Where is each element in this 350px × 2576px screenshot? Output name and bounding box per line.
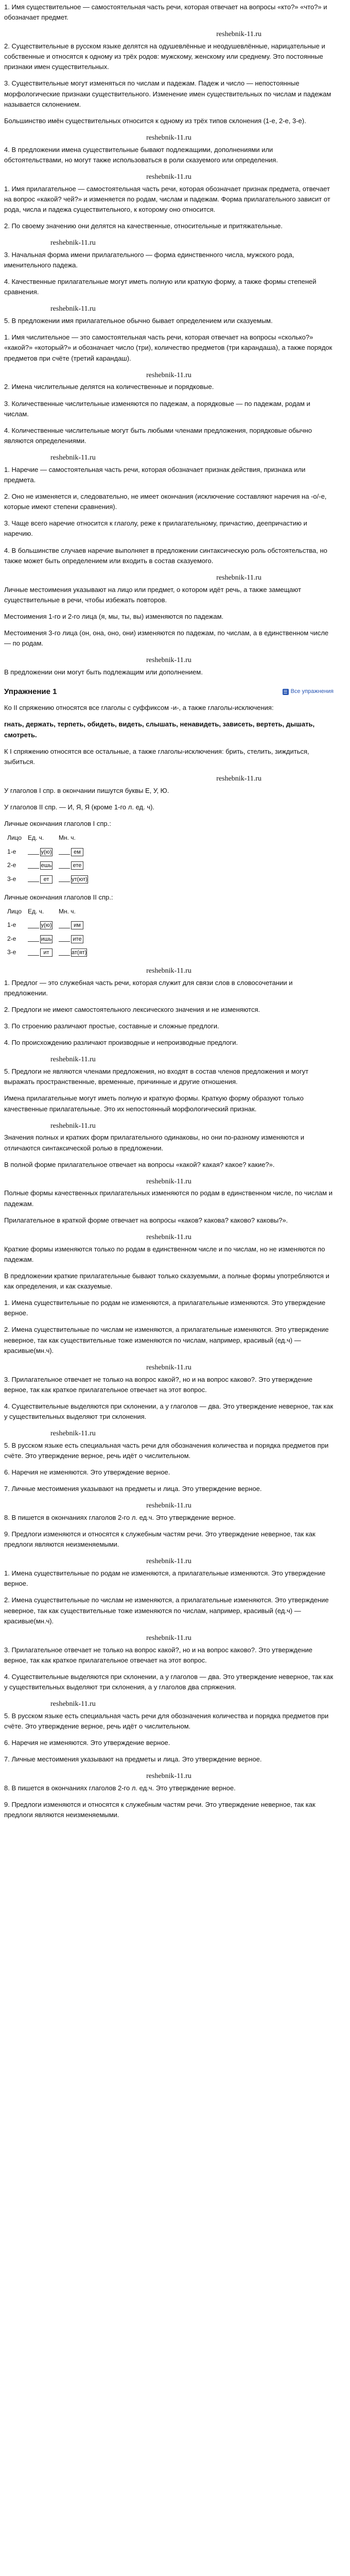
item: 4. Количественные числительные могут быть любыми членами предложения, порядковые обычно являются определениями.: [4, 426, 312, 445]
statement: 4. Существительные выделяются при склонении, а у глаголов — два. Это утверждение неверное, так как у существительных выделяют три склонения, а у глаголов два спряжения.: [4, 1672, 334, 1691]
item: 4. Качественные прилагательные могут иметь полную или краткую форму, а также формы степеней сравнения.: [4, 278, 317, 296]
person: 3-е: [7, 948, 16, 956]
watermark: reshebnik-11.ru: [146, 1363, 191, 1371]
ending: ут(ют): [72, 876, 87, 883]
verbs-exceptions: гнать, держать, терпеть, обидеть, видеть, слышать, ненавидеть, зависеть, вертеть, дышать, смотреть.: [4, 720, 315, 739]
item: 3. Чаще всего наречие относится к глаголу, реже к прилагательному, причастию, деепричастию и наречию.: [4, 519, 307, 538]
ending: ит: [40, 948, 52, 957]
item: 5. В предложении имя прилагательное обычно бывает определением или сказуемым.: [4, 317, 273, 325]
plur-cell: [56, 945, 90, 959]
stem: [59, 876, 70, 882]
ending: ат(ят): [72, 950, 87, 956]
stem: [28, 923, 39, 928]
stem: [28, 849, 39, 855]
stem: [59, 936, 70, 942]
watermark: reshebnik-11.ru: [146, 1557, 191, 1566]
ending: у(ю): [41, 922, 52, 929]
all-exercises-link[interactable]: [283, 687, 334, 696]
second-conjugation: [4, 892, 334, 960]
person: 1-е: [7, 848, 16, 855]
item: 3. По строению различают простые, составные и сложные предлоги.: [4, 1022, 219, 1030]
item: 2. Предлоги не имеют самостоятельного лексического значения и не изменяются.: [4, 1006, 260, 1014]
statement: 9. Предлоги изменяются и относятся к служебным частям речи. Это утверждение неверное, так как предлоги являются неизменяемыми.: [4, 1801, 316, 1819]
watermark: reshebnik-11.ru: [50, 1430, 96, 1438]
watermark: reshebnik-11.ru: [50, 305, 96, 313]
stem: [59, 950, 70, 956]
person: 2-е: [7, 861, 16, 869]
item: 1. Имя прилагательное — самостоятельная часть речи, которая обозначает признак предмета, отвечает на вопрос «какой? чей?» и изменяется по родам, числам и падежам. Форма прилагательного зависит от рода, числа и падежа существительного, к которому оно относится.: [4, 184, 330, 213]
watermark: reshebnik-11.ru: [216, 30, 261, 39]
verbs-rule-2: У глаголов I спр. в окончании пишутся буквы Е, У, Ю.: [4, 786, 169, 794]
ending: ишь: [41, 936, 52, 942]
statement: 3. Прилагательное отвечает не только на вопрос какой?, но и на вопрос каково?. Это утверждение верное, так как краткое прилагательное отвечает на этот вопрос.: [4, 1375, 313, 1394]
watermark: reshebnik-11.ru: [146, 656, 191, 665]
col-person: Лицо: [7, 907, 22, 915]
ending: ете: [71, 861, 83, 870]
col-person: Лицо: [7, 834, 22, 842]
statement: 5. В русском языке есть специальная часть речи для обозначения количества и порядка предметов при счёте. Это утверждение верное, речь идёт о числительном.: [4, 1711, 329, 1730]
person: 2-е: [7, 935, 16, 942]
item: Полные формы качественных прилагательных изменяются по родам в единственном числе, по числам и падежам.: [4, 1189, 332, 1208]
watermark: reshebnik-11.ru: [146, 1502, 191, 1510]
item: Прилагательное в краткой форме отвечает на вопросы «каков? какова? каково? каковы?».: [4, 1216, 288, 1224]
first-conjugation: [4, 819, 334, 886]
item: 2. По своему значению они делятся на качественные, относительные и притяжательные.: [4, 222, 283, 230]
item: 3. Начальная форма имени прилагательного — форма единственного числа, мужского рода, именительного падежа.: [4, 250, 294, 269]
watermark: reshebnik-11.ru: [146, 371, 191, 379]
watermark: reshebnik-11.ru: [146, 133, 191, 142]
item: 3. Существительные могут изменяться по числам и падежам. Падеж и число — непостоянные морфологические признаки существительного. Изменение имен существительных по числам и падежам называется склонением.: [4, 79, 331, 108]
item: 2. Имена числительные делятся на количественные и порядковые.: [4, 383, 214, 391]
watermark: reshebnik-11.ru: [216, 775, 261, 783]
second-conjugation-table: [4, 905, 90, 959]
first-conjugation-table: [4, 831, 91, 886]
item: 2. Существительные в русском языке делятся на одушевлённые и неодушевлённые, нарицательные и собственные и относятся к одному из трёх родов: мужскому, женскому или среднему. Это постоянные признаки имен существительных.: [4, 42, 325, 71]
sing-cell: [25, 918, 56, 932]
statement: 1. Имена существительные по родам не изменяются, а прилагательные изменяются. Это утверждение верное.: [4, 1299, 326, 1317]
statement: 5. В русском языке есть специальная часть речи для обозначения количества и порядка предметов при счёте. Это утверждение верное, речь идёт о числительном.: [4, 1441, 329, 1460]
stem: [28, 863, 39, 869]
second-conjugation-title: Личные окончания глаголов II спр.:: [4, 893, 113, 901]
statement: 7. Личные местоимения указывают на предметы и лица. Это утверждение верное.: [4, 1485, 262, 1493]
watermark: reshebnik-11.ru: [146, 173, 191, 181]
statement: 6. Наречия не изменяются. Это утверждение верное.: [4, 1468, 170, 1477]
item: 1. Предлог — это служебная часть речи, которая служит для связи слов в словосочетании и предложении.: [4, 978, 293, 997]
item: Краткие формы изменяются только по родам в единственном числе и по числам, но не изменяются по падежам.: [4, 1245, 325, 1263]
watermark: reshebnik-11.ru: [146, 1772, 191, 1781]
exercise-header: [4, 684, 334, 698]
person: 3-е: [7, 875, 16, 883]
statement: 8. В пишется в окончаниях глаголов 2-го л. ед.ч. Это утверждение верное.: [4, 1514, 236, 1522]
ending: ет: [40, 875, 52, 884]
statement: 7. Личные местоимения указывают на предметы и лица. Это утверждение верное.: [4, 1755, 262, 1764]
statement: 1. Имена существительные по родам не изменяются, а прилагательные изменяются. Это утверждение верное.: [4, 1569, 326, 1588]
first-conjugation-title: Личные окончания глаголов I спр.:: [4, 820, 111, 828]
item: 2. Оно не изменяется и, следовательно, не имеет окончания (исключение составляют наречия на -о/-е, которые имеют степени сравнения).: [4, 493, 327, 511]
watermark: reshebnik-11.ru: [146, 1177, 191, 1185]
item: 1. Имя числительное — это самостоятельная часть речи, которая отвечает на вопросы «сколько?» «какой?» «который?» и обозначает число (три), количество предметов (три карандаша), а также порядок предметов при счёте (третий карандаш).: [4, 333, 332, 362]
item: В предложении краткие прилагательные бывают только сказуемыми, а полные формы употребляются и как определения, и как сказуемые.: [4, 1272, 329, 1291]
ending: ите: [71, 935, 83, 943]
plur-cell: [56, 872, 91, 886]
watermark: reshebnik-11.ru: [50, 454, 96, 462]
stem: [59, 923, 70, 928]
item: Большинство имён существительных относится к одному из трёх типов склонения (1-е, 2-е, 3-е).: [4, 116, 306, 125]
stem: [28, 876, 39, 882]
watermark: reshebnik-11.ru: [146, 1233, 191, 1241]
plur-cell: [56, 858, 91, 872]
statement: 4. Существительные выделяются при склонении, а у глаголов — два. Это утверждение неверное, так как у существительных выделяют три склонения.: [4, 1402, 334, 1420]
watermark: reshebnik-11.ru: [146, 1634, 191, 1642]
sing-cell: [25, 932, 56, 946]
statement: 3. Прилагательное отвечает не только на вопрос какой?, но и на вопрос каково?. Это утверждение верное, так как краткое прилагательное отвечает на этот вопрос.: [4, 1646, 313, 1664]
plur-cell: [56, 845, 91, 859]
item: Имена прилагательные могут иметь полную и краткую формы. Краткую форму образуют только качественные прилагательные. Это их непостоянный морфологический признак.: [4, 1094, 304, 1113]
watermark: reshebnik-11.ru: [216, 573, 261, 582]
statement: 9. Предлоги изменяются и относятся к служебным частям речи. Это утверждение неверное, так как предлоги являются неизменяемыми.: [4, 1530, 316, 1549]
watermark: reshebnik-11.ru: [50, 1122, 96, 1130]
list-icon: ☰: [283, 689, 288, 694]
ending: им: [71, 921, 83, 929]
exercise-title: Упражнение 1: [4, 687, 57, 697]
stem: [28, 950, 39, 956]
item: Личные местоимения указывают на лицо или предмет, о котором идёт речь, а также замещают существительные в речи, чтобы избежать повторов.: [4, 585, 301, 604]
person: 1-е: [7, 921, 16, 929]
sing-cell: [25, 845, 56, 859]
sing-cell: [25, 872, 56, 886]
item: 4. В предложении имена существительные бывают подлежащими, дополнениями или обстоятельствами, но могут также использоваться в роли сказуемого или определения.: [4, 145, 278, 164]
item: 3. Количественные числительные изменяются по падежам, а порядковые — по падежам, родам и числам.: [4, 399, 310, 418]
item: 5. Предлоги не являются членами предложения, но входят в состав членов предложения и могут выражать пространственные, временные, причинные и другие отношения.: [4, 1067, 309, 1086]
plur-cell: [56, 932, 90, 946]
item: 1. Имя существительное — самостоятельная часть речи, которая отвечает на вопросы «кто?» «что?» и обозначает предмет.: [4, 3, 327, 22]
verbs-rule-3: У глаголов II спр. — И, Я, Я (кроме 1-го л. ед. ч).: [4, 803, 155, 811]
ending: у(ю): [41, 849, 52, 855]
col-plur: Мн. ч.: [59, 907, 76, 915]
item: Местоимения 1-го и 2-го лица (я, мы, ты, вы) изменяются по падежам.: [4, 612, 224, 620]
statement: 8. В пишется в окончаниях глаголов 2-го л. ед.ч. Это утверждение верное.: [4, 1784, 236, 1792]
ending: ешь: [41, 862, 52, 869]
col-sing: Ед. ч.: [28, 907, 44, 915]
watermark: reshebnik-11.ru: [146, 967, 191, 975]
stem: [59, 863, 70, 869]
watermark: reshebnik-11.ru: [50, 239, 96, 247]
statement: 2. Имена существительные по числам не изменяются, а прилагательные изменяются. Это утверждение неверное, так как существительные тоже изменяются по числам, например, красивый (ед.ч) — красивые(мн.ч).: [4, 1326, 329, 1354]
item: В предложении они могут быть подлежащим или дополнением.: [4, 668, 203, 676]
item: 4. По происхождению различают производные и непроизводные предлоги.: [4, 1039, 238, 1047]
verbs-intro: Ко II спряжению относятся все глаголы с суффиксом -и-, а также глаголы-исключения:: [4, 704, 274, 712]
item: В полной форме прилагательное отвечает на вопросы «какой? какая? какое? какие?».: [4, 1160, 275, 1168]
stem: [59, 849, 70, 855]
item: Значения полных и кратких форм прилагательного одинаковы, но они по-разному изменяются и отличаются синтаксической ролью в предложении.: [4, 1133, 304, 1152]
sing-cell: [25, 945, 56, 959]
watermark: reshebnik-11.ru: [50, 1056, 96, 1064]
plur-cell: [56, 918, 90, 932]
page: [4, 0, 334, 1820]
stem: [28, 936, 39, 942]
item: 4. В большинстве случаев наречие выполняет в предложении синтаксическую роль обстоятельства, но также может быть определением или входить в состав сказуемого.: [4, 546, 327, 565]
col-plur: Мн. ч.: [59, 834, 76, 842]
verbs-rule-1: К I спряжению относятся все остальные, а также глаголы-исключения: брить, стелить, зиждиться, зыбиться.: [4, 747, 309, 766]
statement: 6. Наречия не изменяются. Это утверждение верное.: [4, 1739, 170, 1747]
item: Местоимения 3-го лица (он, она, оно, они) изменяются по падежам, по числам, а в единственном числе — по родам.: [4, 629, 329, 648]
item: 1. Наречие — самостоятельная часть речи, которая обозначает признак действия, признака или предмета.: [4, 465, 306, 484]
watermark: reshebnik-11.ru: [50, 1700, 96, 1708]
col-sing: Ед. ч.: [28, 834, 44, 842]
all-exercises-label: Все упражнения: [290, 688, 334, 695]
ending: ем: [71, 848, 83, 856]
sing-cell: [25, 858, 56, 872]
statement: 2. Имена существительные по числам не изменяются, а прилагательные изменяются. Это утверждение неверное, так как существительные тоже изменяются по числам, например, красивый (ед.ч) — красивые(мн.ч).: [4, 1596, 329, 1625]
